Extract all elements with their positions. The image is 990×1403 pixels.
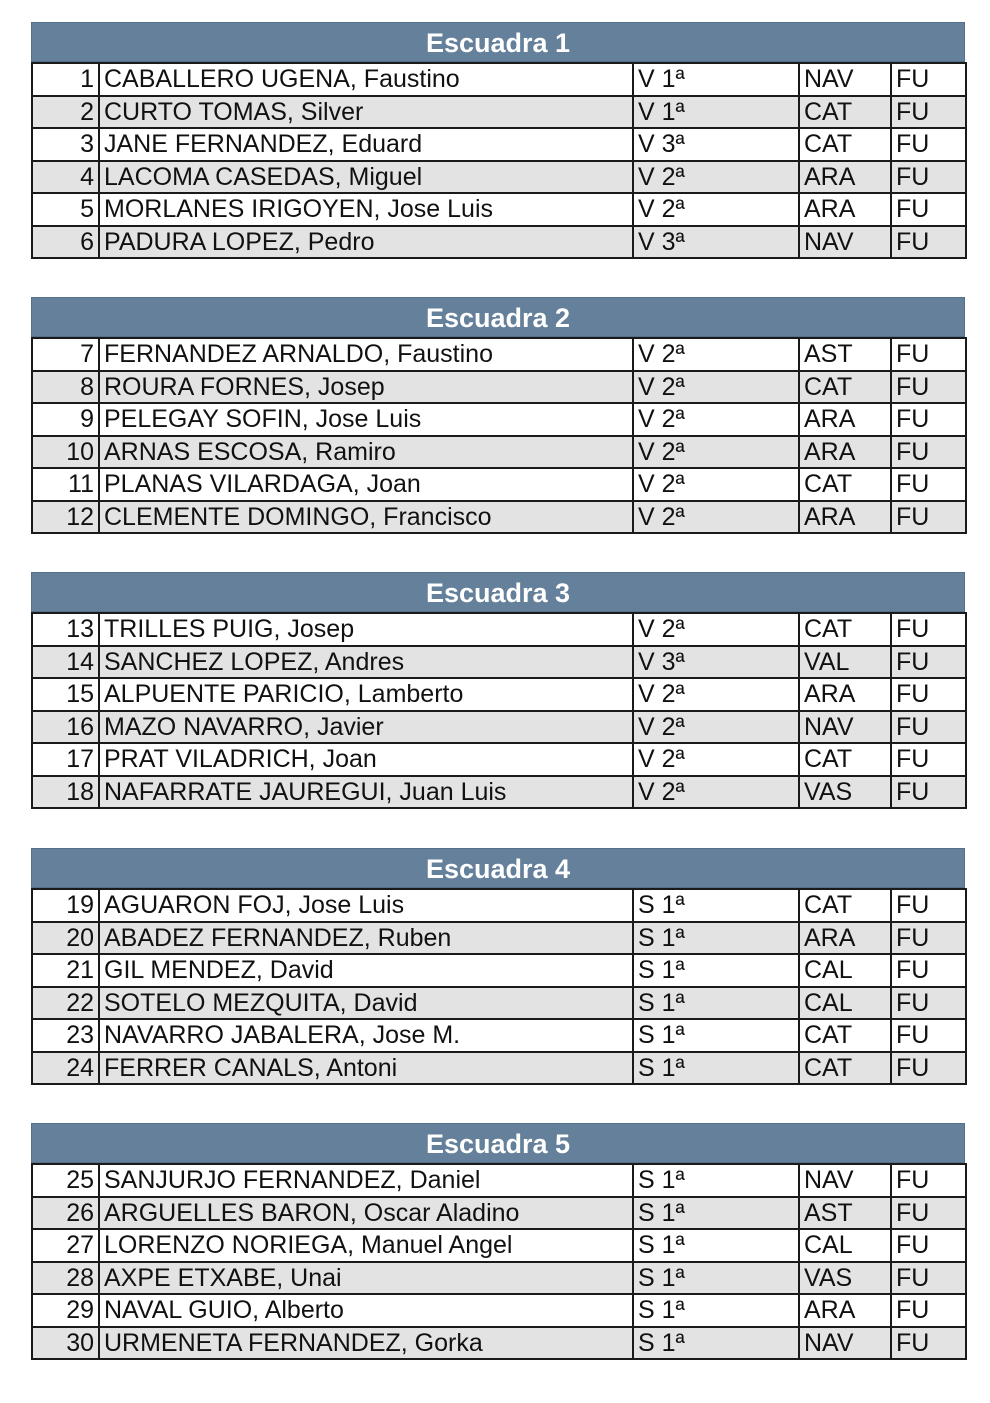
- squad-3: [31, 572, 965, 809]
- entry-number: 27: [32, 1229, 99, 1262]
- region: ARA: [799, 161, 891, 194]
- region: ARA: [799, 678, 891, 711]
- category: V 2ª: [633, 338, 799, 371]
- table-row: [32, 613, 966, 646]
- type: FU: [891, 161, 966, 194]
- region: ARA: [799, 922, 891, 955]
- type: FU: [891, 128, 966, 161]
- category: V 1ª: [633, 96, 799, 129]
- region: VAS: [799, 1262, 891, 1295]
- entry-number: 25: [32, 1164, 99, 1197]
- type: FU: [891, 371, 966, 404]
- region: NAV: [799, 1164, 891, 1197]
- table-row: [32, 646, 966, 679]
- squad-5: [31, 1123, 965, 1360]
- entry-number: 10: [32, 436, 99, 469]
- entry-number: 9: [32, 403, 99, 436]
- category: V 3ª: [633, 128, 799, 161]
- squad-4: [31, 848, 965, 1085]
- region: CAT: [799, 743, 891, 776]
- table-row: [32, 128, 966, 161]
- category: V 2ª: [633, 613, 799, 646]
- type: FU: [891, 96, 966, 129]
- region: ARA: [799, 436, 891, 469]
- entry-number: 17: [32, 743, 99, 776]
- shooter-name: NAVARRO JABALERA, Jose M.: [99, 1019, 633, 1052]
- entry-number: 26: [32, 1197, 99, 1230]
- region: VAS: [799, 776, 891, 809]
- table-row: [32, 1019, 966, 1052]
- category: S 1ª: [633, 1197, 799, 1230]
- squad-1: [31, 22, 965, 259]
- entry-number: 12: [32, 501, 99, 534]
- category: S 1ª: [633, 1164, 799, 1197]
- entry-number: 19: [32, 889, 99, 922]
- category: S 1ª: [633, 1019, 799, 1052]
- entry-number: 15: [32, 678, 99, 711]
- table-row: [32, 776, 966, 809]
- type: FU: [891, 1294, 966, 1327]
- type: FU: [891, 1327, 966, 1360]
- table-row: [32, 193, 966, 226]
- shooter-name: CURTO TOMAS, Silver: [99, 96, 633, 129]
- shooter-name: ARNAS ESCOSA, Ramiro: [99, 436, 633, 469]
- category: S 1ª: [633, 922, 799, 955]
- table-row: [32, 711, 966, 744]
- shooter-name: ABADEZ FERNANDEZ, Ruben: [99, 922, 633, 955]
- region: CAT: [799, 1052, 891, 1085]
- region: NAV: [799, 1327, 891, 1360]
- entry-number: 1: [32, 63, 99, 96]
- shooter-name: PELEGAY SOFIN, Jose Luis: [99, 403, 633, 436]
- shooter-name: LORENZO NORIEGA, Manuel Angel: [99, 1229, 633, 1262]
- entry-number: 29: [32, 1294, 99, 1327]
- shooter-name: LACOMA CASEDAS, Miguel: [99, 161, 633, 194]
- type: FU: [891, 987, 966, 1020]
- table-row: [32, 954, 966, 987]
- entry-number: 3: [32, 128, 99, 161]
- region: AST: [799, 1197, 891, 1230]
- shooter-name: CLEMENTE DOMINGO, Francisco: [99, 501, 633, 534]
- region: CAL: [799, 1229, 891, 1262]
- entry-number: 30: [32, 1327, 99, 1360]
- shooter-name: ALPUENTE PARICIO, Lamberto: [99, 678, 633, 711]
- shooter-name: MORLANES IRIGOYEN, Jose Luis: [99, 193, 633, 226]
- table-row: [32, 1262, 966, 1295]
- table-row: [32, 1327, 966, 1360]
- shooter-name: GIL MENDEZ, David: [99, 954, 633, 987]
- type: FU: [891, 1197, 966, 1230]
- squad-title: Escuadra 2: [31, 297, 965, 337]
- category: S 1ª: [633, 1327, 799, 1360]
- table-row: [32, 371, 966, 404]
- table-row: [32, 1197, 966, 1230]
- entry-number: 5: [32, 193, 99, 226]
- region: CAL: [799, 954, 891, 987]
- region: NAV: [799, 63, 891, 96]
- type: FU: [891, 1019, 966, 1052]
- type: FU: [891, 889, 966, 922]
- table-row: [32, 678, 966, 711]
- shooter-name: ARGUELLES BARON, Oscar Aladino: [99, 1197, 633, 1230]
- table-row: [32, 1229, 966, 1262]
- shooter-name: SANCHEZ LOPEZ, Andres: [99, 646, 633, 679]
- category: V 2ª: [633, 161, 799, 194]
- entry-number: 24: [32, 1052, 99, 1085]
- category: V 2ª: [633, 436, 799, 469]
- entry-number: 23: [32, 1019, 99, 1052]
- table-row: [32, 468, 966, 501]
- category: V 2ª: [633, 678, 799, 711]
- entry-number: 4: [32, 161, 99, 194]
- squad-table: [31, 612, 967, 809]
- shooter-name: ROURA FORNES, Josep: [99, 371, 633, 404]
- entry-number: 22: [32, 987, 99, 1020]
- shooter-name: AXPE ETXABE, Unai: [99, 1262, 633, 1295]
- shooter-name: MAZO NAVARRO, Javier: [99, 711, 633, 744]
- squad-title: Escuadra 4: [31, 848, 965, 888]
- region: CAT: [799, 1019, 891, 1052]
- table-row: [32, 161, 966, 194]
- squad-title: Escuadra 3: [31, 572, 965, 612]
- type: FU: [891, 1052, 966, 1085]
- table-row: [32, 987, 966, 1020]
- entry-number: 14: [32, 646, 99, 679]
- table-row: [32, 743, 966, 776]
- type: FU: [891, 646, 966, 679]
- table-row: [32, 436, 966, 469]
- category: S 1ª: [633, 889, 799, 922]
- shooter-name: NAFARRATE JAUREGUI, Juan Luis: [99, 776, 633, 809]
- region: CAT: [799, 371, 891, 404]
- entry-number: 21: [32, 954, 99, 987]
- category: V 2ª: [633, 468, 799, 501]
- table-row: [32, 338, 966, 371]
- type: FU: [891, 226, 966, 259]
- region: CAT: [799, 128, 891, 161]
- table-row: [32, 403, 966, 436]
- shooter-name: AGUARON FOJ, Jose Luis: [99, 889, 633, 922]
- region: CAT: [799, 889, 891, 922]
- type: FU: [891, 403, 966, 436]
- shooter-name: SANJURJO FERNANDEZ, Daniel: [99, 1164, 633, 1197]
- category: S 1ª: [633, 1294, 799, 1327]
- region: CAT: [799, 613, 891, 646]
- type: FU: [891, 954, 966, 987]
- shooter-name: URMENETA FERNANDEZ, Gorka: [99, 1327, 633, 1360]
- region: ARA: [799, 403, 891, 436]
- category: V 2ª: [633, 371, 799, 404]
- category: V 3ª: [633, 646, 799, 679]
- entry-number: 18: [32, 776, 99, 809]
- squad-table: [31, 888, 967, 1085]
- category: S 1ª: [633, 954, 799, 987]
- category: V 3ª: [633, 226, 799, 259]
- type: FU: [891, 501, 966, 534]
- table-row: [32, 1164, 966, 1197]
- category: V 2ª: [633, 193, 799, 226]
- shooter-name: SOTELO MEZQUITA, David: [99, 987, 633, 1020]
- table-row: [32, 63, 966, 96]
- shooter-name: CABALLERO UGENA, Faustino: [99, 63, 633, 96]
- category: S 1ª: [633, 1052, 799, 1085]
- region: CAT: [799, 468, 891, 501]
- entry-number: 11: [32, 468, 99, 501]
- type: FU: [891, 711, 966, 744]
- region: ARA: [799, 501, 891, 534]
- type: FU: [891, 922, 966, 955]
- shooter-name: FERRER CANALS, Antoni: [99, 1052, 633, 1085]
- type: FU: [891, 1164, 966, 1197]
- region: AST: [799, 338, 891, 371]
- region: CAL: [799, 987, 891, 1020]
- entry-number: 2: [32, 96, 99, 129]
- table-row: [32, 226, 966, 259]
- region: NAV: [799, 711, 891, 744]
- region: ARA: [799, 1294, 891, 1327]
- squad-table: [31, 337, 967, 534]
- table-row: [32, 1052, 966, 1085]
- shooter-name: FERNANDEZ ARNALDO, Faustino: [99, 338, 633, 371]
- shooter-name: TRILLES PUIG, Josep: [99, 613, 633, 646]
- shooter-name: PRAT VILADRICH, Joan: [99, 743, 633, 776]
- squad-2: [31, 297, 965, 534]
- type: FU: [891, 613, 966, 646]
- squad-title: Escuadra 5: [31, 1123, 965, 1163]
- entry-number: 28: [32, 1262, 99, 1295]
- category: S 1ª: [633, 1229, 799, 1262]
- category: V 2ª: [633, 501, 799, 534]
- type: FU: [891, 1229, 966, 1262]
- entry-number: 13: [32, 613, 99, 646]
- type: FU: [891, 193, 966, 226]
- region: NAV: [799, 226, 891, 259]
- type: FU: [891, 678, 966, 711]
- category: V 1ª: [633, 63, 799, 96]
- table-row: [32, 889, 966, 922]
- type: FU: [891, 468, 966, 501]
- shooter-name: PADURA LOPEZ, Pedro: [99, 226, 633, 259]
- category: V 2ª: [633, 403, 799, 436]
- entry-number: 7: [32, 338, 99, 371]
- category: V 2ª: [633, 776, 799, 809]
- squad-table: [31, 62, 967, 259]
- category: V 2ª: [633, 743, 799, 776]
- shooter-name: JANE FERNANDEZ, Eduard: [99, 128, 633, 161]
- type: FU: [891, 436, 966, 469]
- category: S 1ª: [633, 1262, 799, 1295]
- region: CAT: [799, 96, 891, 129]
- shooter-name: NAVAL GUIO, Alberto: [99, 1294, 633, 1327]
- entry-number: 6: [32, 226, 99, 259]
- table-row: [32, 1294, 966, 1327]
- shooter-name: PLANAS VILARDAGA, Joan: [99, 468, 633, 501]
- table-row: [32, 501, 966, 534]
- table-row: [32, 922, 966, 955]
- type: FU: [891, 776, 966, 809]
- squad-table: [31, 1163, 967, 1360]
- region: ARA: [799, 193, 891, 226]
- category: S 1ª: [633, 987, 799, 1020]
- type: FU: [891, 1262, 966, 1295]
- entry-number: 16: [32, 711, 99, 744]
- type: FU: [891, 338, 966, 371]
- table-row: [32, 96, 966, 129]
- entry-number: 20: [32, 922, 99, 955]
- region: VAL: [799, 646, 891, 679]
- entry-number: 8: [32, 371, 99, 404]
- type: FU: [891, 63, 966, 96]
- type: FU: [891, 743, 966, 776]
- category: V 2ª: [633, 711, 799, 744]
- squad-title: Escuadra 1: [31, 22, 965, 62]
